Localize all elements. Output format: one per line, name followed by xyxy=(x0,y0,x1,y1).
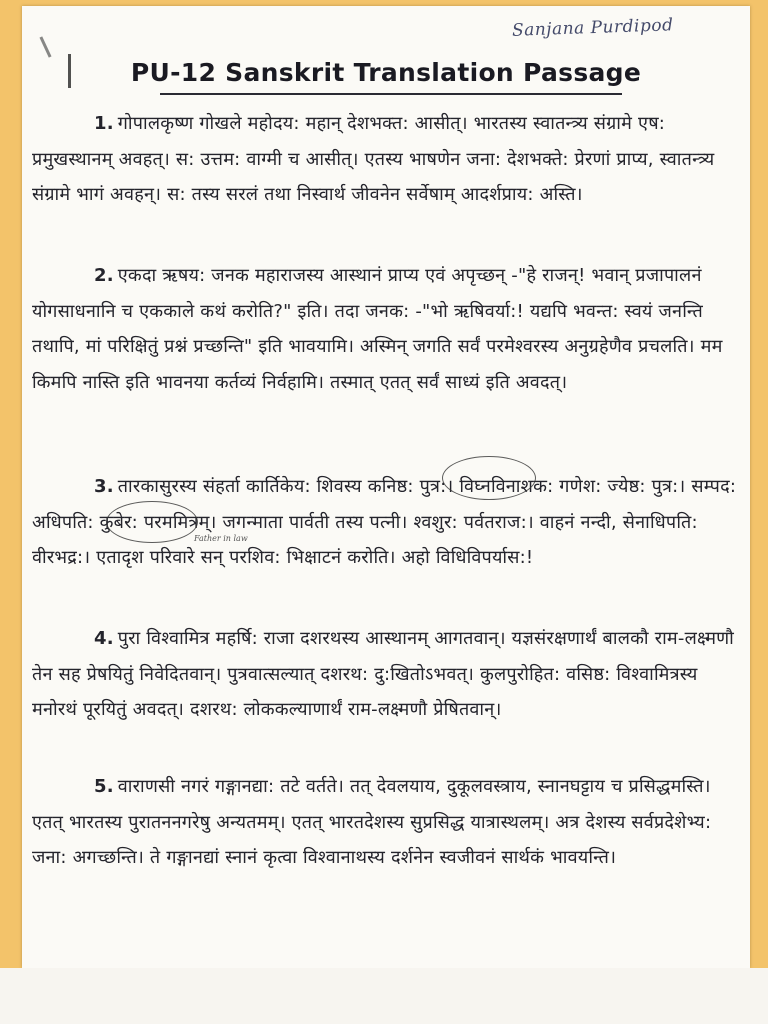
title-underline xyxy=(160,93,622,95)
document-page xyxy=(22,6,750,968)
page-title: PU-12 Sanskrit Translation Passage xyxy=(130,58,642,87)
paragraph-number: 4. xyxy=(94,628,114,649)
handwritten-signature: Sanjana Purdipod xyxy=(511,15,674,41)
paragraph-number: 5. xyxy=(94,776,114,797)
pen-mark xyxy=(39,36,51,57)
paragraph-text: पुरा विश्वामित्र महर्षि: राजा दशरथस्य आस्थानम् आगतवान्। यज्ञसंरक्षणार्थं बालकौ राम-लक्ष्मणौ तेन सह प्रेषयितुं निवेदितवान्। पुत्रवात्सल्यात् दशरथ: दु:खितोऽभवत्। कुलपुरोहित: वसिष्ठ: विश्वामित्रस्य मनोरथं पूरयितुं अवदत्। दशरथ: लोककल्याणार्थं राम-लक्ष्मणौ प्रेषितवान्। xyxy=(32,628,735,720)
paragraph-number: 1. xyxy=(94,113,114,134)
passage-paragraph xyxy=(32,769,740,876)
paragraph-text: गोपालकृष्ण गोखले महोदय: महान् देशभक्त: आसीत्। भारतस्य स्वातन्त्र्य संग्रामे एष: प्रमुखस्थानम् अवहत्। स: उत्तम: वाग्मी च आसीत्। एतस्य भाषणेन जना: देशभक्ते: प्रेरणां प्राप्य, स्वातन्त्र्य संग्रामे भागं अवहन्। स: तस्य सरलं तथा निस्वार्थ जीवनेन सर्वेषाम् आदर्शप्राय: अस्ति। xyxy=(32,113,715,205)
pen-circle-annotation xyxy=(442,456,536,500)
passage-paragraph xyxy=(32,621,740,728)
pen-circle-annotation xyxy=(106,501,198,543)
paragraph-text: वाराणसी नगरं गङ्गानद्या: तटे वर्तते। तत् देवलयाय, दुकूलवस्त्राय, स्नानघट्टाय च प्रसिद्धमस्ति। एतत् भारतस्य पुरातननगरेषु अन्यतमम्। एतत् भारतदेशस्य सुप्रसिद्ध यात्रास्थलम्। अत्र देशस्य सर्वप्रदेशेभ्य: जना: अगच्छन्ति। ते गङ्गानद्यां स्नानं कृत्वा विश्वानाथस्य दर्शनेन स्वजीवनं सार्थकं भावयन्ति। xyxy=(32,776,712,868)
paragraph-text: एकदा ऋषय: जनक महाराजस्य आस्थानं प्राप्य एवं अपृच्छन् -"हे राजन्! भवान् प्रजापालनं योगसाधनानि च एककाले कथं करोति?" इति। तदा जनक: -"भो ऋषिवर्या:! यद्यपि भवन्त: स्वयं जनन्ति तथापि, मां परिक्षितुं प्रश्नं प्रच्छन्ति" इति भावयामि। अस्मिन् जगति सर्वं परमेश्वरस्य अनुग्रहेणैव प्रचलति। मम किमपि नास्ति इति भावनया कर्तव्यं निर्वहामि। तस्मात् एतत् सर्वं साध्यं इति अवदत्। xyxy=(32,265,723,393)
paragraph-number: 2. xyxy=(94,265,114,286)
passage-paragraph xyxy=(32,106,740,213)
handwritten-note: Father in law xyxy=(194,534,248,543)
background-surface xyxy=(0,968,768,1024)
paragraph-number: 3. xyxy=(94,476,114,497)
paragraph-text: तारकासुरस्य संहर्ता कार्तिकेय: शिवस्य कनिष्ठ: पुत्र:। विघ्नविनाशक: गणेश: ज्येष्ठ: पुत्र:। सम्पद: अधिपति: कुबेर: परममित्रम्। जगन्माता पार्वती तस्य पत्नी। श्वशुर: पर्वतराज:। वाहनं नन्दी, सेनाधिपति: वीरभद्र:। एतादृश परिवारे सन् परशिव: भिक्षाटनं करोति। अहो विधिविपर्यास:! xyxy=(32,476,737,568)
passage-paragraph xyxy=(32,258,740,400)
